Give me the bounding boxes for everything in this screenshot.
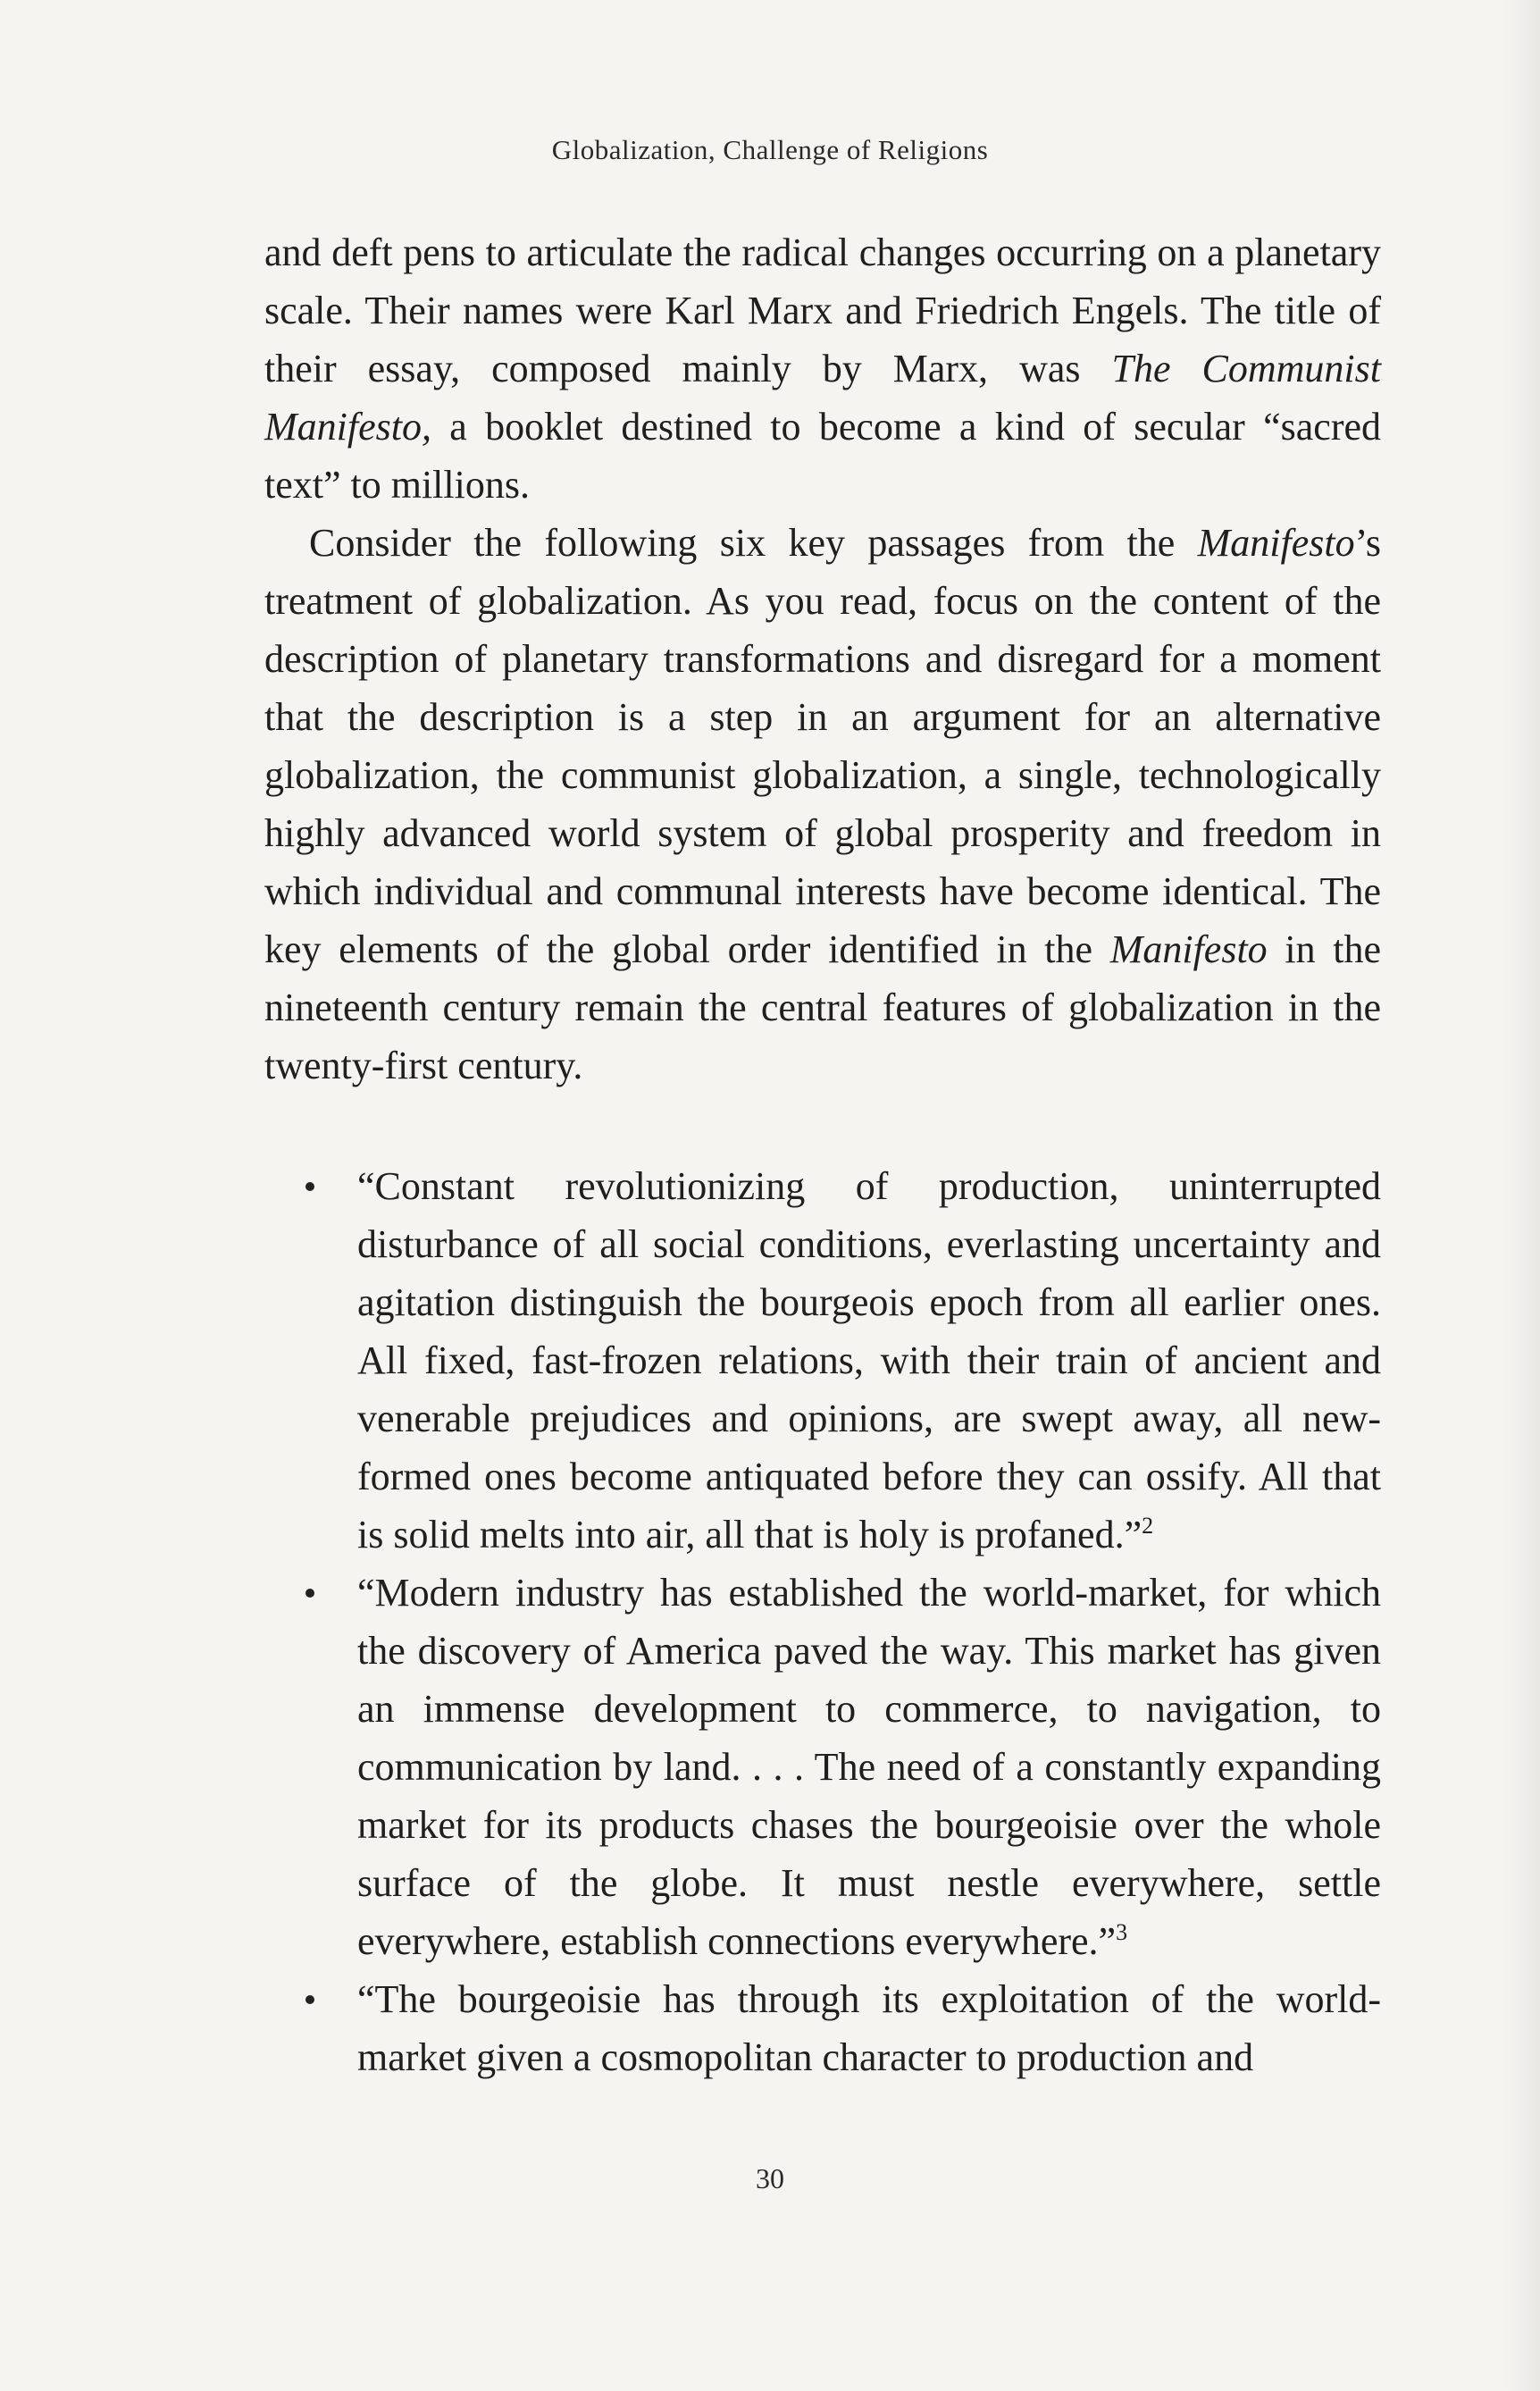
running-head: Globalization, Challenge of Religions xyxy=(551,134,989,165)
para1-text-a: and deft pens to articulate the radical changes occurring on a planetary scale. Their names were Karl Marx and Friedrich Engels. The title of their essay, composed mainly by Marx, was xyxy=(264,231,1381,390)
quote-item xyxy=(264,1564,1381,1970)
footnote-ref: 3 xyxy=(1116,1919,1128,1945)
para2-text-b: ’s treatment of globalization. As you read, focus on the content of the description of planetary transformations and disregard for a moment that the description is a step in an argument for an alternative globalization, the communist globalization, a single, technologically highly advanced world system of global prosperity and freedom in which individual and communal interests have become identical. The key elements of the global order identified in the xyxy=(264,521,1381,971)
para1-text-b: a booklet destined to become a kind of secular “sacred text” to millions. xyxy=(264,405,1381,507)
page-edge-shadow xyxy=(1504,0,1540,2391)
quote-text: “Modern industry has established the world-market, for which the discovery of America paved the way. This market has given an immense development to commerce, to navigation, to communication by land. . . . The need of a constantly expanding market for its products chases the bourgeoisie over the whole surface of the globe. It must nestle everywhere, settle everywhere, establish connections everywhere.” xyxy=(357,1571,1381,1963)
manifesto-title: The Communist Manifesto, xyxy=(264,347,1381,449)
page-number: 30 xyxy=(756,2162,784,2194)
manifesto-italic-2: Manifesto xyxy=(1109,927,1268,971)
bullet-icon xyxy=(305,1182,314,1191)
quote-item xyxy=(264,1157,1381,1564)
bullet-icon xyxy=(305,1589,314,1598)
quote-text: “The bourgeoisie has through its exploitation of the world-market given a cosmopolitan character to production and xyxy=(357,1977,1381,2079)
body-text xyxy=(264,223,1381,2086)
quote-text: “Constant revolutionizing of production, uninterrupted disturbance of all social conditions, everlasting uncertainty and agitation distinguish the bourgeois epoch from all earlier ones. All fixed, fast-frozen relations, with their train of ancient and venerable prejudices and opinions, are swept away, all new-formed ones become antiquated before they can ossify. All that is solid melts into air, all that is holy is profaned.” xyxy=(357,1164,1381,1556)
bullet-icon xyxy=(305,1995,314,2004)
para2-text-a: Consider the following six key passages from the xyxy=(309,521,1198,565)
quote-item xyxy=(264,1970,1381,2086)
paragraph-2 xyxy=(264,514,1381,1095)
para2-text-c: in the nineteenth century remain the central features of globalization in the twenty-first century. xyxy=(264,927,1381,1087)
paragraph-1 xyxy=(264,223,1381,514)
quote-list xyxy=(264,1157,1381,2086)
manifesto-italic-1: Manifesto xyxy=(1197,521,1355,565)
footnote-ref: 2 xyxy=(1142,1513,1154,1539)
